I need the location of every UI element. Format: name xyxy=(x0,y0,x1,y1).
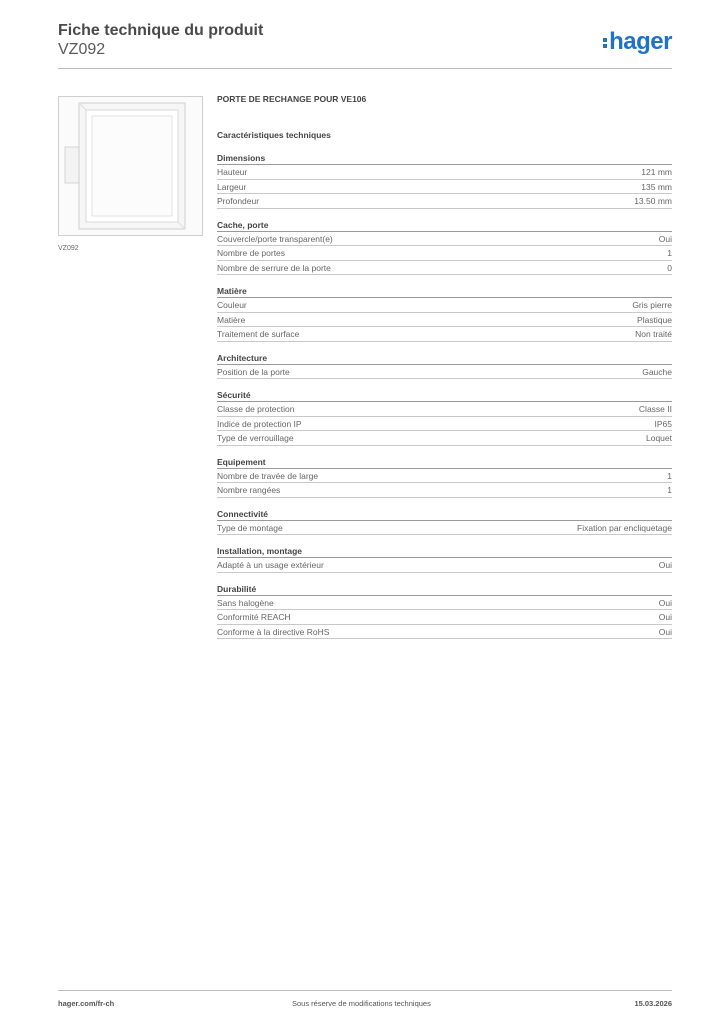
spec-row xyxy=(217,232,672,247)
spec-label: Profondeur xyxy=(217,196,260,206)
spec-value: Oui xyxy=(658,597,672,608)
hager-logo xyxy=(603,28,672,56)
spec-row xyxy=(217,261,672,276)
spec-label: Indice de protection IP xyxy=(217,418,302,429)
spec-label: Conformité REACH xyxy=(217,612,291,622)
spec-row xyxy=(217,625,672,640)
footer-website: hager.com/fr-ch xyxy=(58,999,115,1008)
spec-label: Nombre de portes xyxy=(217,248,286,258)
image-caption: VZ092 xyxy=(58,245,79,252)
spec-row xyxy=(217,558,672,573)
spec-value: Oui xyxy=(658,233,672,244)
spec-value: Non traité xyxy=(635,329,672,339)
spec-label: Sans halogène xyxy=(217,597,274,608)
logo-dots-icon xyxy=(603,36,607,50)
product-name: PORTE DE RECHANGE POUR VE106 xyxy=(217,94,367,104)
spec-value: IP65 xyxy=(654,418,672,429)
spec-row xyxy=(217,483,672,498)
spec-row xyxy=(217,469,672,484)
logo-text: hager xyxy=(609,28,672,55)
spec-value: Oui xyxy=(658,612,672,622)
spec-row xyxy=(217,327,672,342)
spec-value: Gris pierre xyxy=(632,300,672,310)
document-title: Fiche technique du produit xyxy=(58,22,264,39)
door-illustration-icon xyxy=(59,97,202,235)
footer-date: 15.03.2026 xyxy=(634,999,672,1008)
spec-label: Couvercle/porte transparent(e) xyxy=(217,233,333,244)
spec-row xyxy=(217,194,672,209)
spec-value: 1 xyxy=(667,485,672,495)
spec-label: Couleur xyxy=(217,300,247,310)
spec-row xyxy=(217,246,672,261)
section-title: Caractéristiques techniques xyxy=(217,130,331,140)
group-title: Dimensions xyxy=(217,153,672,165)
spec-row xyxy=(217,431,672,446)
group-title: Cache, porte xyxy=(217,220,672,232)
header-divider xyxy=(58,68,672,69)
group-title: Equipement xyxy=(217,457,672,469)
group-title: Durabilité xyxy=(217,584,672,596)
spec-label: Nombre de travée de large xyxy=(217,470,319,481)
spec-value: 121 mm xyxy=(641,167,672,177)
group-title: Sécurité xyxy=(217,390,672,402)
spec-value: Loquet xyxy=(646,433,672,443)
spec-row xyxy=(217,610,672,625)
group-title: Architecture xyxy=(217,353,672,365)
spec-label: Type de verrouillage xyxy=(217,433,294,443)
spec-label: Matière xyxy=(217,314,246,325)
spec-value: Fixation par encliquetage xyxy=(577,522,672,533)
spec-row xyxy=(217,417,672,432)
specification-panel xyxy=(217,94,672,639)
spec-label: Largeur xyxy=(217,181,247,192)
group-title: Matière xyxy=(217,286,672,298)
spec-value: 1 xyxy=(667,470,672,481)
group-title: Installation, montage xyxy=(217,546,672,558)
spec-label: Nombre de serrure de la porte xyxy=(217,262,331,273)
spec-row xyxy=(217,313,672,328)
page-header xyxy=(58,22,263,59)
spec-row xyxy=(217,165,672,180)
spec-label: Adapté à un usage extérieur xyxy=(217,560,324,570)
spec-label: Traitement de surface xyxy=(217,329,300,339)
product-image xyxy=(58,96,203,236)
group-title: Connectivité xyxy=(217,509,672,521)
spec-row xyxy=(217,180,672,195)
spec-row xyxy=(217,521,672,536)
spec-label: Hauteur xyxy=(217,167,248,177)
spec-value: Oui xyxy=(658,626,672,637)
spec-groups xyxy=(217,153,672,639)
spec-value: 135 mm xyxy=(641,181,672,192)
spec-value: 0 xyxy=(667,262,672,273)
spec-value: Plastique xyxy=(637,314,672,325)
spec-value: Classe II xyxy=(638,404,672,414)
spec-row xyxy=(217,596,672,611)
footer-disclaimer: Sous réserve de modifications techniques xyxy=(292,999,431,1008)
spec-row xyxy=(217,298,672,313)
spec-row xyxy=(217,402,672,417)
spec-value: 1 xyxy=(667,248,672,258)
footer-divider xyxy=(58,990,672,991)
spec-label: Nombre rangées xyxy=(217,485,281,495)
spec-label: Position de la porte xyxy=(217,366,290,377)
spec-value: Oui xyxy=(658,560,672,570)
spec-value: Gauche xyxy=(642,366,672,377)
spec-label: Conforme à la directive RoHS xyxy=(217,626,330,637)
spec-label: Classe de protection xyxy=(217,404,295,414)
spec-row xyxy=(217,365,672,380)
spec-value: 13.50 mm xyxy=(634,196,672,206)
spec-label: Type de montage xyxy=(217,522,283,533)
product-code: VZ092 xyxy=(58,41,106,58)
